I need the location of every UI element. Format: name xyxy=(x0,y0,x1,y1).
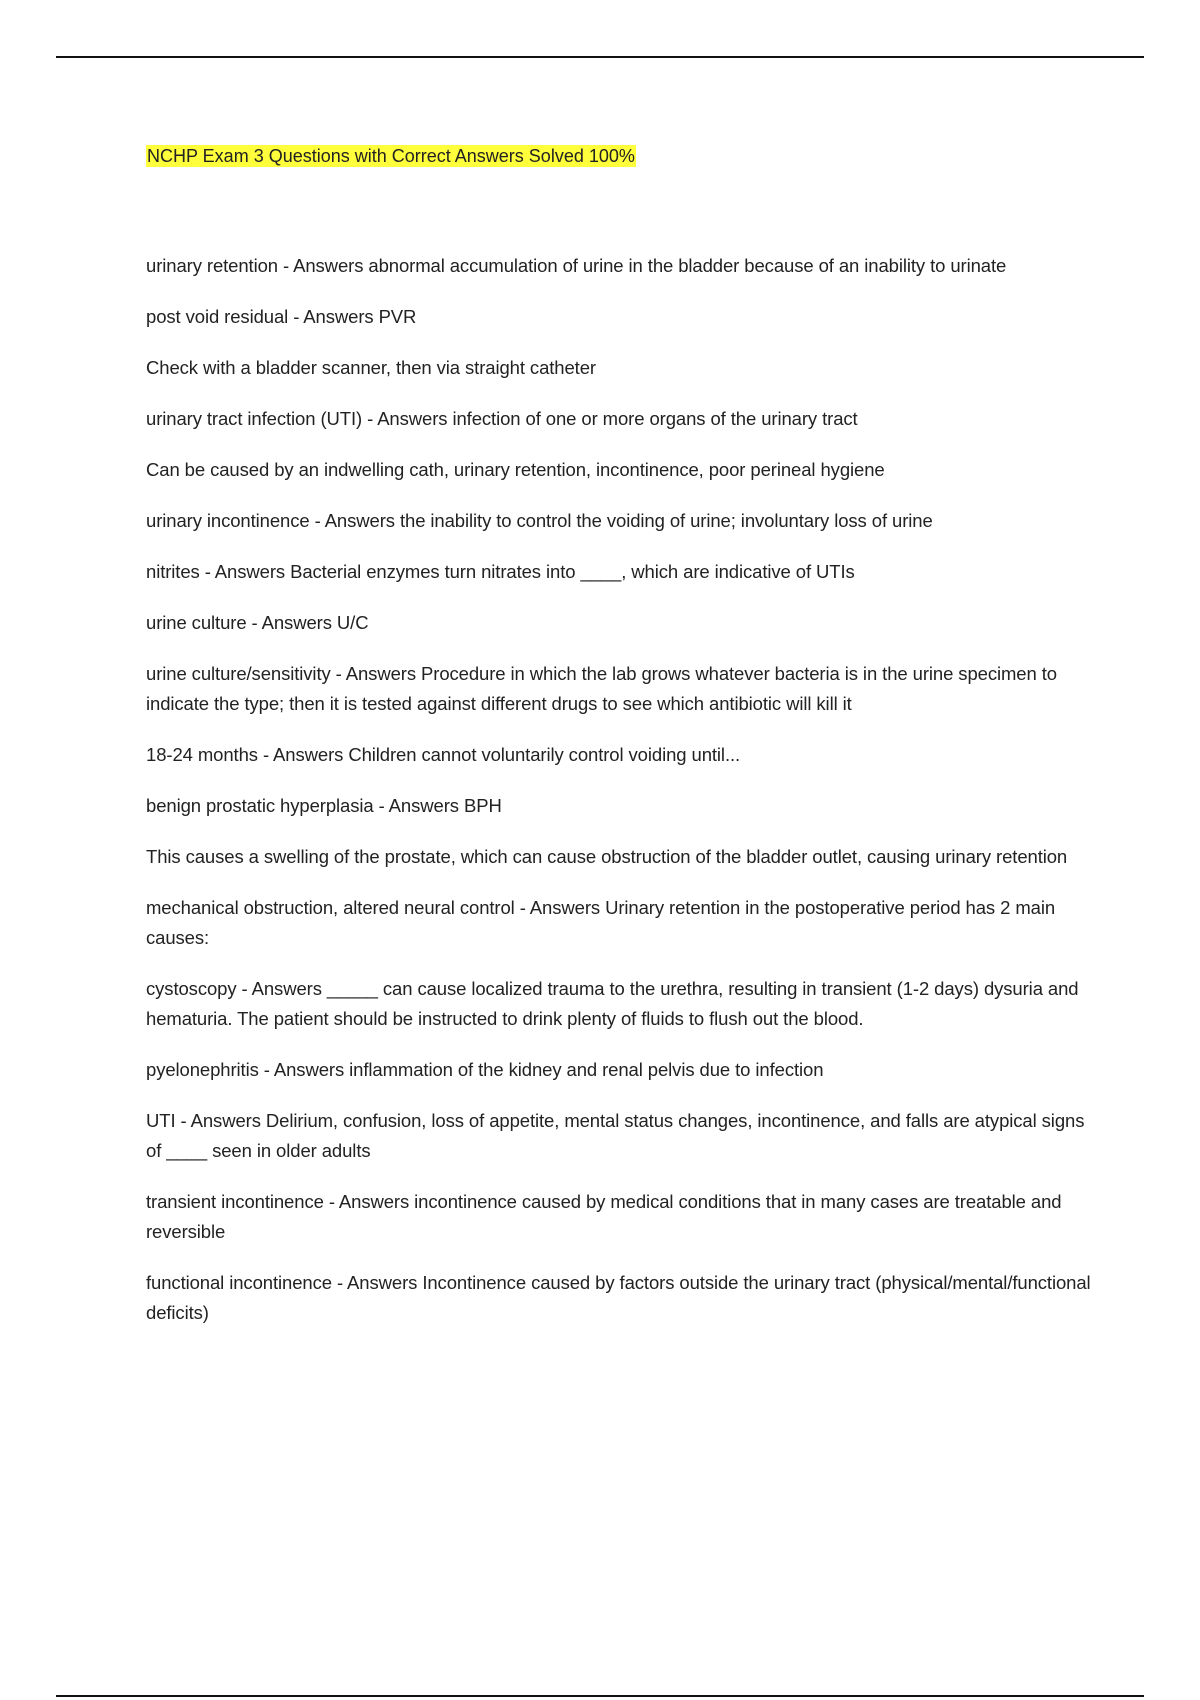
qa-entry: functional incontinence - Answers Incontinence caused by factors outside the urinary tract (physical/mental/functional deficits) xyxy=(146,1272,1091,1323)
qa-entry: nitrites - Answers Bacterial enzymes turn nitrates into ____, which are indicative of UTIs xyxy=(146,561,855,582)
document-body xyxy=(146,145,1096,1349)
qa-entry: benign prostatic hyperplasia - Answers BPH xyxy=(146,795,502,816)
qa-entry: urine culture - Answers U/C xyxy=(146,612,369,633)
qa-list xyxy=(146,251,1096,1328)
qa-entry: Check with a bladder scanner, then via straight catheter xyxy=(146,357,596,378)
footer-rule xyxy=(56,1695,1144,1697)
qa-entry: cystoscopy - Answers _____ can cause localized trauma to the urethra, resulting in transient (1-2 days) dysuria and hematuria. The patient should be instructed to drink plenty of fluids to flush out the blood. xyxy=(146,978,1079,1029)
qa-entry: pyelonephritis - Answers inflammation of the kidney and renal pelvis due to infection xyxy=(146,1059,824,1080)
qa-entry: 18-24 months - Answers Children cannot voluntarily control voiding until... xyxy=(146,744,741,765)
header-rule xyxy=(56,56,1144,58)
qa-entry: urinary retention - Answers abnormal accumulation of urine in the bladder because of an inability to urinate xyxy=(146,255,1007,276)
qa-entry: urine culture/sensitivity - Answers Procedure in which the lab grows whatever bacteria is in the urine specimen to indicate the type; then it is tested against different drugs to see which antibiotic will kill it xyxy=(146,663,1057,714)
document-title: NCHP Exam 3 Questions with Correct Answers Solved 100% xyxy=(147,146,635,166)
qa-entry: Can be caused by an indwelling cath, urinary retention, incontinence, poor perineal hygiene xyxy=(146,459,885,480)
qa-entry: This causes a swelling of the prostate, which can cause obstruction of the bladder outlet, causing urinary retention xyxy=(146,846,1068,867)
qa-entry: transient incontinence - Answers incontinence caused by medical conditions that in many cases are treatable and reversible xyxy=(146,1191,1062,1242)
qa-entry: urinary tract infection (UTI) - Answers infection of one or more organs of the urinary tract xyxy=(146,408,858,429)
qa-entry: UTI - Answers Delirium, confusion, loss of appetite, mental status changes, incontinence, and falls are atypical signs of ____ seen in older adults xyxy=(146,1110,1085,1161)
qa-entry: post void residual - Answers PVR xyxy=(146,306,417,327)
qa-entry: mechanical obstruction, altered neural control - Answers Urinary retention in the postoperative period has 2 main causes: xyxy=(146,897,1056,948)
qa-entry: urinary incontinence - Answers the inability to control the voiding of urine; involuntary loss of urine xyxy=(146,510,933,531)
